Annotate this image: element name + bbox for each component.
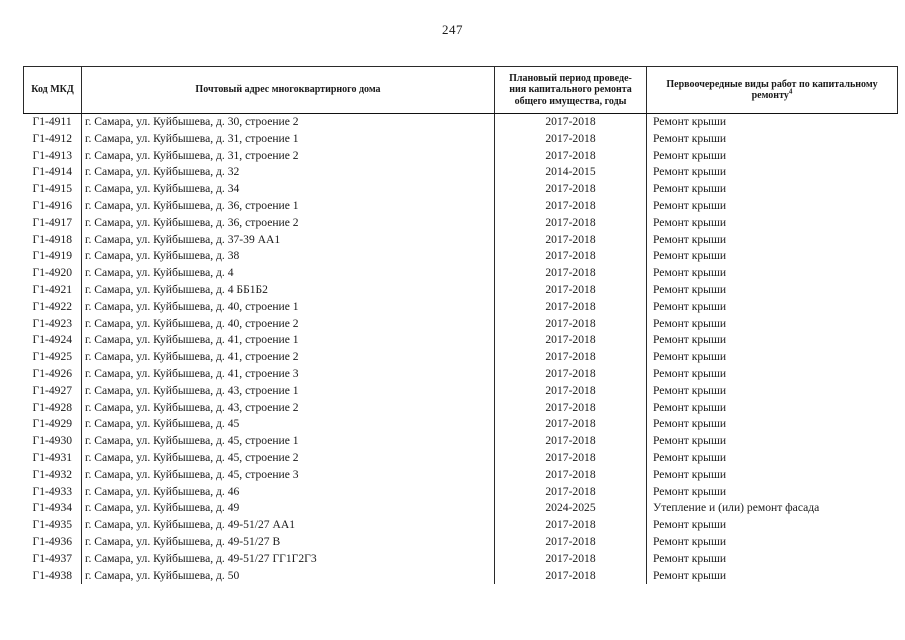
cell-period: 2017-2018	[495, 467, 647, 484]
column-header-work	[647, 67, 898, 114]
cell-work: Ремонт крыши	[653, 165, 727, 179]
table-row	[24, 467, 898, 484]
cell-address: г. Самара, ул. Куйбышева, д. 41, строение 2	[82, 349, 495, 366]
column-header-period	[495, 67, 647, 114]
cell-work: Ремонт крыши	[653, 467, 727, 481]
cell-work: Ремонт крыши	[653, 198, 727, 212]
cell-address: г. Самара, ул. Куйбышева, д. 43, строение 1	[82, 383, 495, 400]
cell-address: г. Самара, ул. Куйбышева, д. 45, строение 1	[82, 433, 495, 450]
cell-period: 2017-2018	[495, 215, 647, 232]
cell-work: Утепление и (или) ремонт фасада	[653, 501, 820, 515]
column-header-work-line-2: ремонту	[751, 90, 789, 101]
table-row	[24, 551, 898, 568]
cell-address: г. Самара, ул. Куйбышева, д. 34	[82, 181, 495, 198]
table-row	[24, 450, 898, 467]
cell-address: г. Самара, ул. Куйбышева, д. 49-51/27 АА1	[82, 517, 495, 534]
table-row	[24, 349, 898, 366]
cell-period: 2017-2018	[495, 332, 647, 349]
cell-work: Ремонт крыши	[653, 266, 727, 280]
cell-address: г. Самара, ул. Куйбышева, д. 49	[82, 500, 495, 517]
table-row	[24, 181, 898, 198]
cell-work: Ремонт крыши	[653, 316, 727, 330]
cell-period: 2017-2018	[495, 484, 647, 501]
cell-work: Ремонт крыши	[653, 568, 727, 582]
cell-work: Ремонт крыши	[653, 115, 727, 128]
cell-period: 2017-2018	[495, 148, 647, 165]
cell-period: 2017-2018	[495, 517, 647, 534]
cell-code: Г1-4929	[24, 416, 82, 433]
cell-address: г. Самара, ул. Куйбышева, д. 36, строение 1	[82, 198, 495, 215]
cell-code: Г1-4924	[24, 332, 82, 349]
cell-work: Ремонт крыши	[653, 434, 727, 448]
cell-period: 2017-2018	[495, 265, 647, 282]
cell-address: г. Самара, ул. Куйбышева, д. 45, строение 2	[82, 450, 495, 467]
cell-work: Ремонт крыши	[653, 417, 727, 431]
cell-period: 2017-2018	[495, 181, 647, 198]
document-table-container	[23, 66, 897, 584]
cell-period: 2017-2018	[495, 114, 647, 131]
cell-period: 2017-2018	[495, 349, 647, 366]
column-header-work-footnote: 4	[788, 87, 793, 96]
table-header	[24, 67, 898, 114]
cell-period: 2017-2018	[495, 568, 647, 585]
table-row	[24, 232, 898, 249]
cell-code: Г1-4931	[24, 450, 82, 467]
cell-code: Г1-4918	[24, 232, 82, 249]
cell-period: 2017-2018	[495, 534, 647, 551]
cell-address: г. Самара, ул. Куйбышева, д. 4	[82, 265, 495, 282]
table-row	[24, 164, 898, 181]
cell-work: Ремонт крыши	[653, 400, 727, 414]
cell-address: г. Самара, ул. Куйбышева, д. 41, строение 3	[82, 366, 495, 383]
cell-address: г. Самара, ул. Куйбышева, д. 32	[82, 164, 495, 181]
cell-code: Г1-4917	[24, 215, 82, 232]
cell-code: Г1-4922	[24, 299, 82, 316]
cell-address: г. Самара, ул. Куйбышева, д. 4 ББ1Б2	[82, 282, 495, 299]
column-header-work-line-1: Первоочередные виды работ по капитальному	[666, 78, 878, 90]
cell-work: Ремонт крыши	[653, 215, 727, 229]
cell-work: Ремонт крыши	[653, 182, 727, 196]
cell-address: г. Самара, ул. Куйбышева, д. 50	[82, 568, 495, 585]
cell-code: Г1-4920	[24, 265, 82, 282]
table-row	[24, 282, 898, 299]
cell-code: Г1-4932	[24, 467, 82, 484]
cell-work: Ремонт крыши	[653, 282, 727, 296]
cell-code: Г1-4937	[24, 551, 82, 568]
table-body	[24, 114, 898, 585]
cell-address: г. Самара, ул. Куйбышева, д. 45, строение 3	[82, 467, 495, 484]
cell-address: г. Самара, ул. Куйбышева, д. 46	[82, 484, 495, 501]
table-row	[24, 416, 898, 433]
cell-work: Ремонт крыши	[653, 148, 727, 162]
cell-code: Г1-4913	[24, 148, 82, 165]
cell-period: 2017-2018	[495, 299, 647, 316]
cell-work: Ремонт крыши	[653, 534, 727, 548]
cell-address: г. Самара, ул. Куйбышева, д. 30, строение 2	[82, 114, 495, 131]
table-row	[24, 299, 898, 316]
page-number: 247	[442, 22, 463, 37]
cell-code: Г1-4933	[24, 484, 82, 501]
table-row	[24, 534, 898, 551]
cell-code: Г1-4928	[24, 400, 82, 417]
table-row	[24, 215, 898, 232]
cell-code: Г1-4914	[24, 164, 82, 181]
cell-address: г. Самара, ул. Куйбышева, д. 36, строение 2	[82, 215, 495, 232]
column-header-address: Почтовый адрес многоквартирного дома	[82, 67, 495, 114]
cell-address: г. Самара, ул. Куйбышева, д. 40, строение 2	[82, 316, 495, 333]
table-row	[24, 265, 898, 282]
table-row	[24, 248, 898, 265]
cell-period: 2017-2018	[495, 416, 647, 433]
cell-work: Ремонт крыши	[653, 383, 727, 397]
table-row	[24, 148, 898, 165]
cell-period: 2017-2018	[495, 248, 647, 265]
cell-period: 2017-2018	[495, 450, 647, 467]
cell-code: Г1-4915	[24, 181, 82, 198]
cell-code: Г1-4923	[24, 316, 82, 333]
table-row	[24, 114, 898, 131]
cell-period: 2017-2018	[495, 551, 647, 568]
cell-period: 2017-2018	[495, 316, 647, 333]
cell-period: 2017-2018	[495, 282, 647, 299]
cell-address: г. Самара, ул. Куйбышева, д. 49-51/27 ГГ1Г2Г3	[82, 551, 495, 568]
cell-code: Г1-4936	[24, 534, 82, 551]
cell-code: Г1-4935	[24, 517, 82, 534]
table-row	[24, 433, 898, 450]
table-row	[24, 131, 898, 148]
cell-address: г. Самара, ул. Куйбышева, д. 37-39 АА1	[82, 232, 495, 249]
table-row	[24, 366, 898, 383]
cell-work: Ремонт крыши	[653, 299, 727, 313]
table-row	[24, 316, 898, 333]
cell-work: Ремонт крыши	[653, 551, 727, 565]
cell-code: Г1-4916	[24, 198, 82, 215]
cell-code: Г1-4926	[24, 366, 82, 383]
cell-work: Ремонт крыши	[653, 249, 727, 263]
cell-work: Ремонт крыши	[653, 518, 727, 532]
table-row	[24, 332, 898, 349]
table-row	[24, 568, 898, 585]
table-row	[24, 383, 898, 400]
column-header-period-line-1: Плановый период проведе-	[509, 72, 632, 84]
cell-code: Г1-4911	[24, 114, 82, 131]
column-header-period-line-2: ния капитального ремонта	[509, 84, 632, 96]
cell-address: г. Самара, ул. Куйбышева, д. 41, строение 1	[82, 332, 495, 349]
cell-work: Ремонт крыши	[653, 450, 727, 464]
table-row	[24, 484, 898, 501]
cell-period: 2017-2018	[495, 232, 647, 249]
cell-work: Ремонт крыши	[653, 333, 727, 347]
cell-period: 2024-2025	[495, 500, 647, 517]
cell-code: Г1-4934	[24, 500, 82, 517]
cell-period: 2017-2018	[495, 433, 647, 450]
table-row	[24, 517, 898, 534]
cell-address: г. Самара, ул. Куйбышева, д. 49-51/27 В	[82, 534, 495, 551]
cell-work: Ремонт крыши	[653, 350, 727, 364]
cell-work: Ремонт крыши	[653, 484, 727, 498]
repair-schedule-table	[23, 66, 898, 584]
column-header-period-line-3: общего имущества, годы	[514, 95, 627, 107]
table-row	[24, 400, 898, 417]
cell-period: 2017-2018	[495, 383, 647, 400]
column-header-code: Код МКД	[24, 67, 82, 114]
cell-period: 2017-2018	[495, 131, 647, 148]
cell-code: Г1-4938	[24, 568, 82, 585]
table-header-row	[24, 67, 898, 114]
cell-address: г. Самара, ул. Куйбышева, д. 45	[82, 416, 495, 433]
cell-code: Г1-4930	[24, 433, 82, 450]
cell-code: Г1-4912	[24, 131, 82, 148]
cell-period: 2017-2018	[495, 198, 647, 215]
cell-period: 2014-2015	[495, 164, 647, 181]
table-row	[24, 198, 898, 215]
cell-address: г. Самара, ул. Куйбышева, д. 38	[82, 248, 495, 265]
cell-work: Ремонт крыши	[653, 366, 727, 380]
cell-code: Г1-4921	[24, 282, 82, 299]
cell-work: Ремонт крыши	[653, 232, 727, 246]
cell-address: г. Самара, ул. Куйбышева, д. 40, строение 1	[82, 299, 495, 316]
cell-code: Г1-4925	[24, 349, 82, 366]
cell-code: Г1-4927	[24, 383, 82, 400]
cell-address: г. Самара, ул. Куйбышева, д. 43, строение 2	[82, 400, 495, 417]
cell-period: 2017-2018	[495, 366, 647, 383]
cell-work: Ремонт крыши	[653, 131, 727, 145]
cell-period: 2017-2018	[495, 400, 647, 417]
cell-address: г. Самара, ул. Куйбышева, д. 31, строение 2	[82, 148, 495, 165]
table-row	[24, 500, 898, 517]
cell-address: г. Самара, ул. Куйбышева, д. 31, строение 1	[82, 131, 495, 148]
cell-code: Г1-4919	[24, 248, 82, 265]
